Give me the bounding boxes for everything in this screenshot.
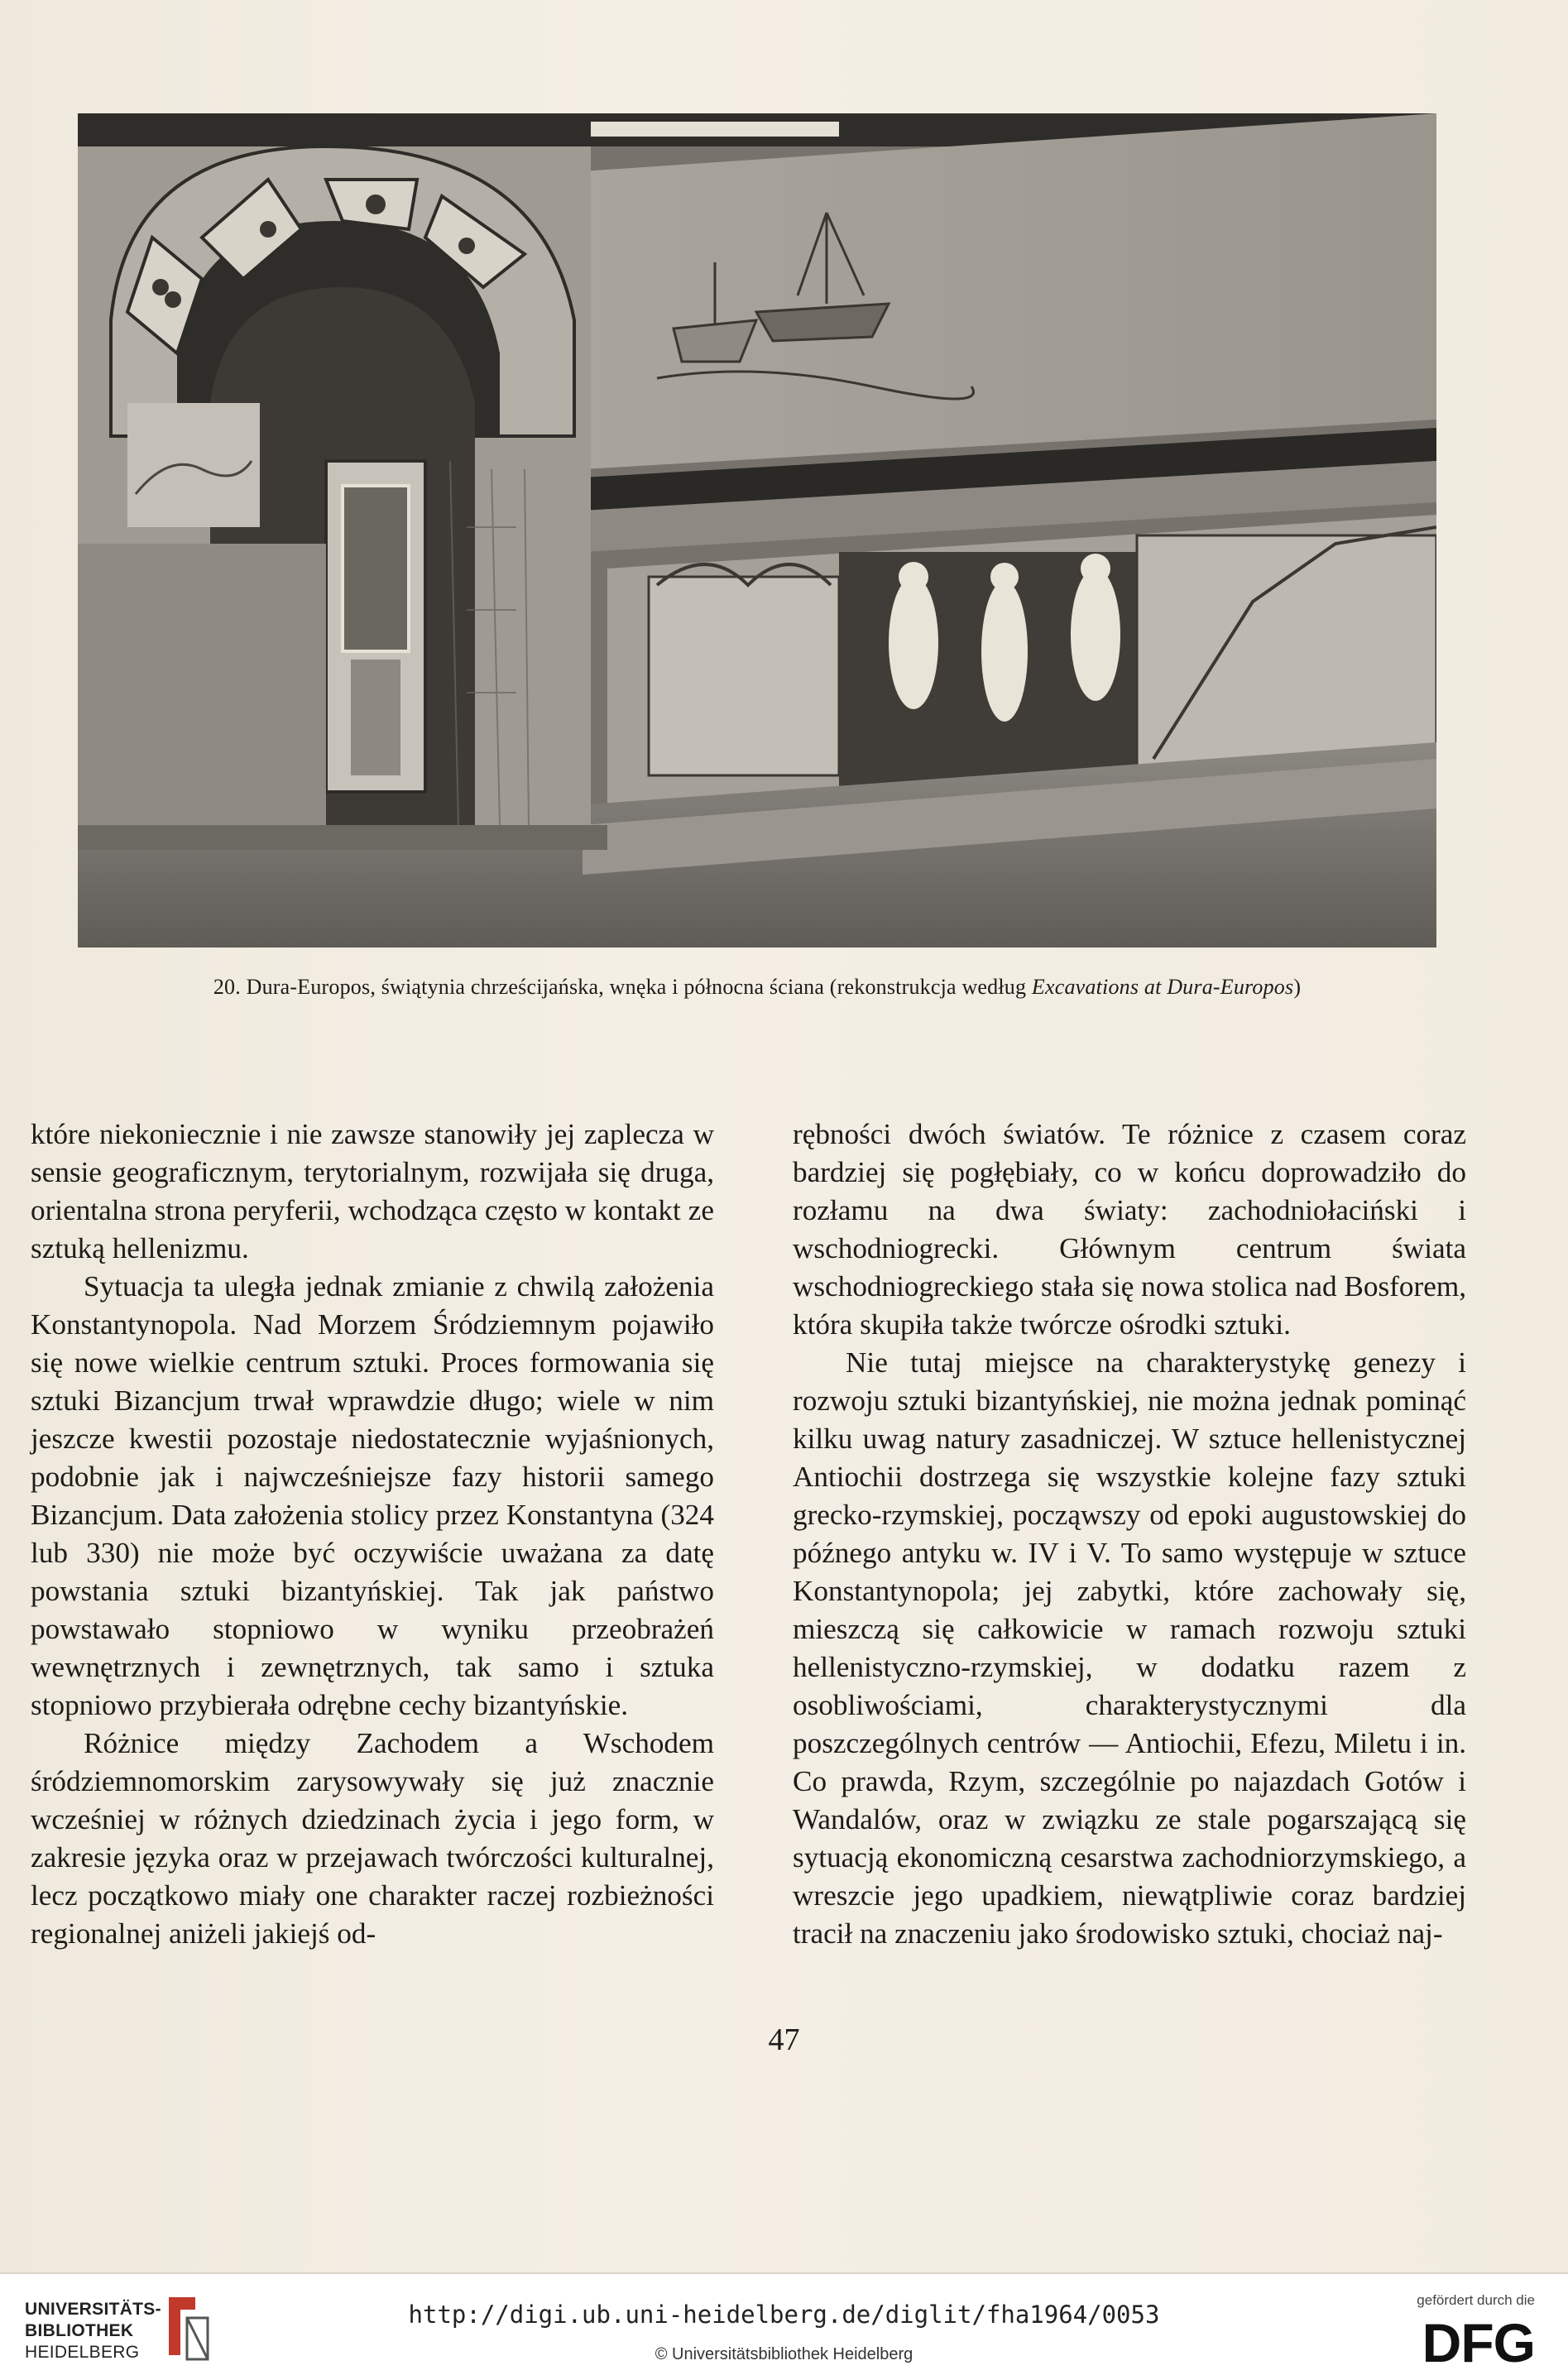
library-name-line: BIBLIOTHEK xyxy=(25,2321,134,2340)
dura-europos-photo xyxy=(78,113,1436,948)
digitization-footer xyxy=(0,2272,1568,2375)
paragraph: Różnice między Zachodem a Wschodem śródziemnomorskim zarysowywały się już znacznie wcześniej w różnych dziedzinach życia i jego form, w zakresie języka oraz w przejawach twórczości kulturalnej, lecz początkowo miały one charakter raczej rozbieżności regionalnej aniżeli jakiejś od- xyxy=(31,1727,714,1950)
left-text-column xyxy=(31,1116,714,1953)
footer-divider xyxy=(0,2272,1568,2274)
figure-photograph xyxy=(78,113,1436,948)
paragraph: Sytuacja ta uległa jednak zmianie z chwilą założenia Konstantynopola. Nad Morzem Śródziemnym pojawiło się nowe wielkie centrum sztuki. Proces formowania się sztuki Bizancjum trwał wprawdzie długo; wiele w nim jeszcze kwestii pozostaje niedostatecznie wyjaśnionych, podobnie jak i najwcześniejsze fazy historii samego Bizancjum. Data założenia stolicy przez Konstantyna (324 lub 330) nie może być oczywiście uważana za datę powstania sztuki bizantyńskiej. Tak jak państwo powstawało stopniowo w wyniku przeobrażeń wewnętrznych i zewnętrznych, tak samo i sztuka stopniowo przybierała odrębne cechy bizantyńskie. xyxy=(31,1270,714,1721)
caption-text: 20. Dura-Europos, świątynia chrześcijańska, wnęka i północna ściana (rekonstrukcja według xyxy=(213,975,1032,999)
funding-note: gefördert durch die xyxy=(1417,2292,1535,2308)
paragraph: rębności dwóch światów. Te różnice z czasem coraz bardziej się pogłębiały, co w końcu doprowadziło do rozłamu na dwa światy: zachodniołaciński i wschodniogrecki. Głównym centrum świata wschodniogreckiego stała się nowa stolica nad Bosforem, która skupiła także twórcze ośrodki sztuki. xyxy=(793,1118,1466,1341)
permalink-url[interactable]: http://digi.ub.uni-heidelberg.de/diglit/fha1964/0053 xyxy=(408,2301,1160,2329)
caption-source-title: Excavations at Dura-Europos xyxy=(1031,975,1294,999)
library-name-line: UNIVERSITÄTS- xyxy=(25,2300,161,2319)
paragraph: Nie tutaj miejsce na charakterystykę genezy i rozwoju sztuki bizantyńskiej, nie można jednak pominąć kilku uwag natury zasadniczej. W sztuce hellenistycznej Antiochii dostrzega się wszystkie kolejne fazy sztuki grecko-rzymskiej, począwszy od epoki augustowskiej do późnego antyku w. IV i V. To samo występuje w sztuce Konstantynopola; jej zabytki, które zachowały się, mieszczą się całkowicie w ramach rozwoju sztuki hellenistyczno-rzymskiej, w dodatku razem z osobliwościami, charakterystycznymi dla poszczególnych centrów — Antiochii, Efezu, Miletu i in. Co prawda, Rzym, szczególnie po najazdach Gotów i Wandalów, oraz w związku ze stale pogarszającą się sytuacją ekonomiczną cesarstwa zachodniorzymskiego, a wreszcie jego upadkiem, niewątpliwie coraz bardziej tracił na znaczeniu jako środowisko sztuki, chociaż naj- xyxy=(793,1346,1466,1950)
page-number: 47 xyxy=(768,2022,800,2057)
paragraph: które niekoniecznie i nie zawsze stanowiły jej zaplecza w sensie geograficznym, terytorialnym, rozwijała się druga, orientalna strona peryferii, wchodząca często w kontakt ze sztuką hellenizmu. xyxy=(31,1118,714,1264)
dfg-logo[interactable]: DFG xyxy=(1422,2312,1535,2373)
library-name-line: HEIDELBERG xyxy=(25,2343,140,2362)
figure-caption xyxy=(78,975,1436,1000)
right-text-column xyxy=(793,1116,1466,1953)
caption-close: ) xyxy=(1293,975,1302,999)
copyright-notice: © Universitätsbibliothek Heidelberg xyxy=(655,2345,913,2363)
